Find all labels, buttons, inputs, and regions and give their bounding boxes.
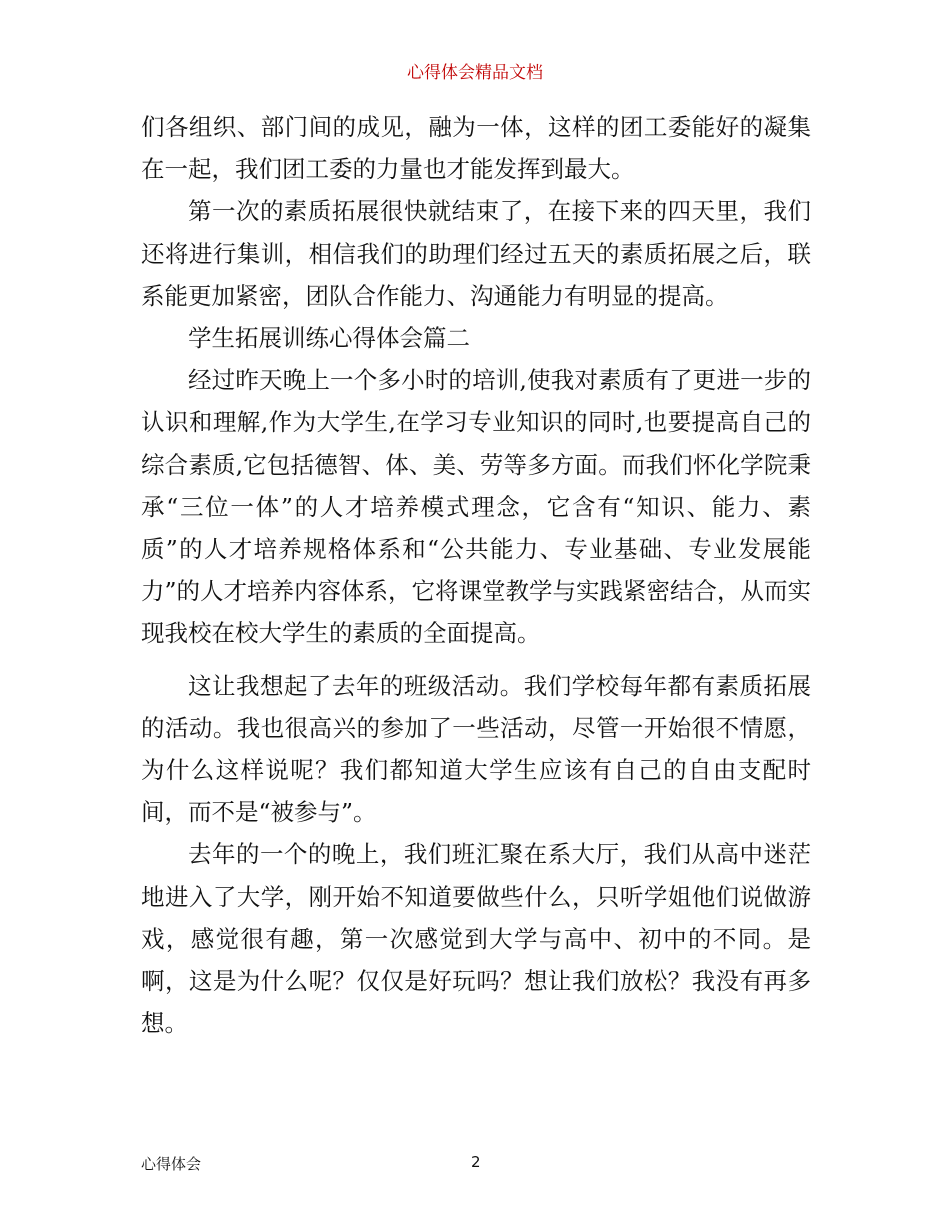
- paragraph: 第一次的素质拓展很快就结束了，在接下来的四天里，我们还将进行集训，相信我们的助理们经过五天的素质拓展之后，联系能更加紧密，团队合作能力、沟通能力有明显的提高。: [141, 197, 811, 310]
- paragraph: 这让我想起了去年的班级活动。我们学校每年都有素质拓展的活动。我也很高兴的参加了一些活动，尽管一开始很不情愿，为什么这样说呢？我们都知道大学生应该有自己的自由支配时间，而不是“被参与”。: [141, 671, 811, 827]
- document-body: [141, 106, 811, 1044]
- paragraph: 经过昨天晚上一个多小时的培训,使我对素质有了更进一步的认识和理解,作为大学生,在学习专业知识的同时,也要提高自己的综合素质,它包括德智、体、美、劳等多方面。而我们怀化学院秉承“三位一体”的人才培养模式理念，它含有“知识、能力、素质”的人才培养规格体系和“公共能力、专业基础、专业发展能力”的人才培养内容体系，它将课堂教学与实践紧密结合，从而实现我校在校大学生的素质的全面提高。: [141, 366, 812, 648]
- page-footer: [141, 1153, 811, 1177]
- paragraph: 去年的一个的晚上，我们班汇聚在系大厅，我们从高中迷茫地进入了大学，刚开始不知道要做些什么，只听学姐他们说做游戏，感觉很有趣，第一次感觉到大学与高中、初中的不同。是啊，这是为什么呢？仅仅是好玩吗？想让我们放松？我没有再多想。: [141, 840, 811, 1038]
- page-number: 2: [471, 1153, 481, 1171]
- section-heading: 学生拓展训练心得体会篇二: [188, 324, 470, 353]
- paragraph-continued: 们各组织、部门间的成见，融为一体，这样的团工委能好的凝集在一起，我们团工委的力量也才能发挥到最大。: [141, 113, 811, 184]
- page-header: 心得体会精品文档: [407, 63, 543, 83]
- footer-label: 心得体会: [141, 1155, 202, 1173]
